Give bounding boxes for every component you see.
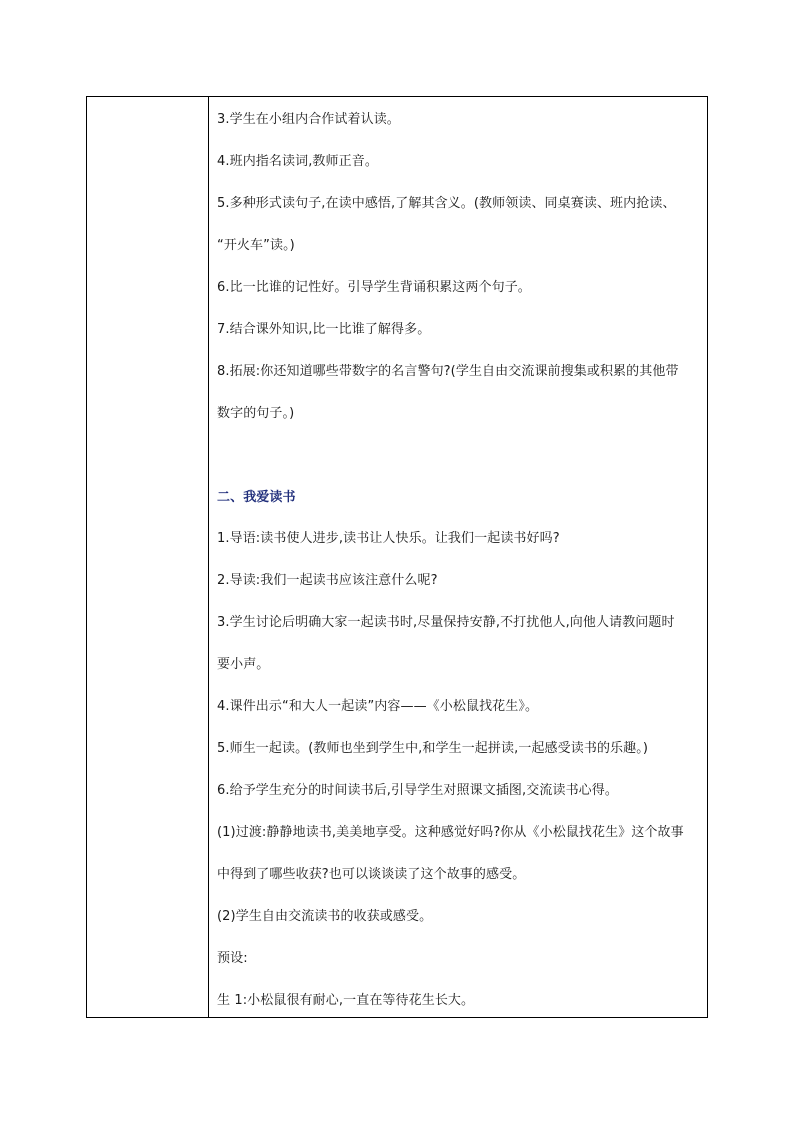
section-heading: 二、我爱读书 [217,490,296,505]
paragraph-line: 5.多种形式读句子,在读中感悟,了解其含义。(教师领读、同桌赛读、班内抢读、 [217,196,676,211]
lesson-table [86,96,708,1018]
paragraph-line: 6.给予学生充分的时间读书后,引导学生对照课文插图,交流读书心得。 [217,783,618,798]
paragraph-line: 中得到了哪些收获?也可以谈谈读了这个故事的感受。 [217,867,526,882]
paragraph-line: 3.学生讨论后明确大家一起读书时,尽量保持安静,不打扰他人,向他人请教问题时 [217,615,675,630]
paragraph-line: 要小声。 [217,657,270,672]
paragraph-line: 6.比一比谁的记性好。引导学生背诵积累这两个句子。 [217,280,531,295]
paragraph-line: (2)学生自由交流读书的收获或感受。 [217,909,433,924]
paragraph-line: 4.课件出示“和大人一起读”内容——《小松鼠找花生》。 [217,699,539,714]
column-divider [208,97,209,1017]
paragraph-line: “开火车”读。) [217,238,295,253]
paragraph-line: 4.班内指名读词,教师正音。 [217,154,378,169]
paragraph-line: 预设: [217,951,248,966]
paragraph-line: 5.师生一起读。(教师也坐到学生中,和学生一起拼读,一起感受读书的乐趣。) [217,741,649,756]
paragraph-line: 2.导读:我们一起读书应该注意什么呢? [217,573,438,588]
paragraph-line: 7.结合课外知识,比一比谁了解得多。 [217,322,431,337]
content-cell [217,97,701,1017]
paragraph-line: 3.学生在小组内合作试着认读。 [217,112,400,127]
left-cell-empty [87,97,208,1017]
paragraph-line: 生 1:小松鼠很有耐心,一直在等待花生长大。 [217,993,475,1008]
paragraph-line: 8.拓展:你还知道哪些带数字的名言警句?(学生自由交流课前搜集或积累的其他带 [217,364,679,379]
paragraph-line: 1.导语:读书使人进步,读书让人快乐。让我们一起读书好吗? [217,531,560,546]
paragraph-line: 数字的句子。) [217,406,295,421]
paragraph-line: (1)过渡:静静地读书,美美地享受。这种感觉好吗?你从《小松鼠找花生》这个故事 [217,825,684,840]
